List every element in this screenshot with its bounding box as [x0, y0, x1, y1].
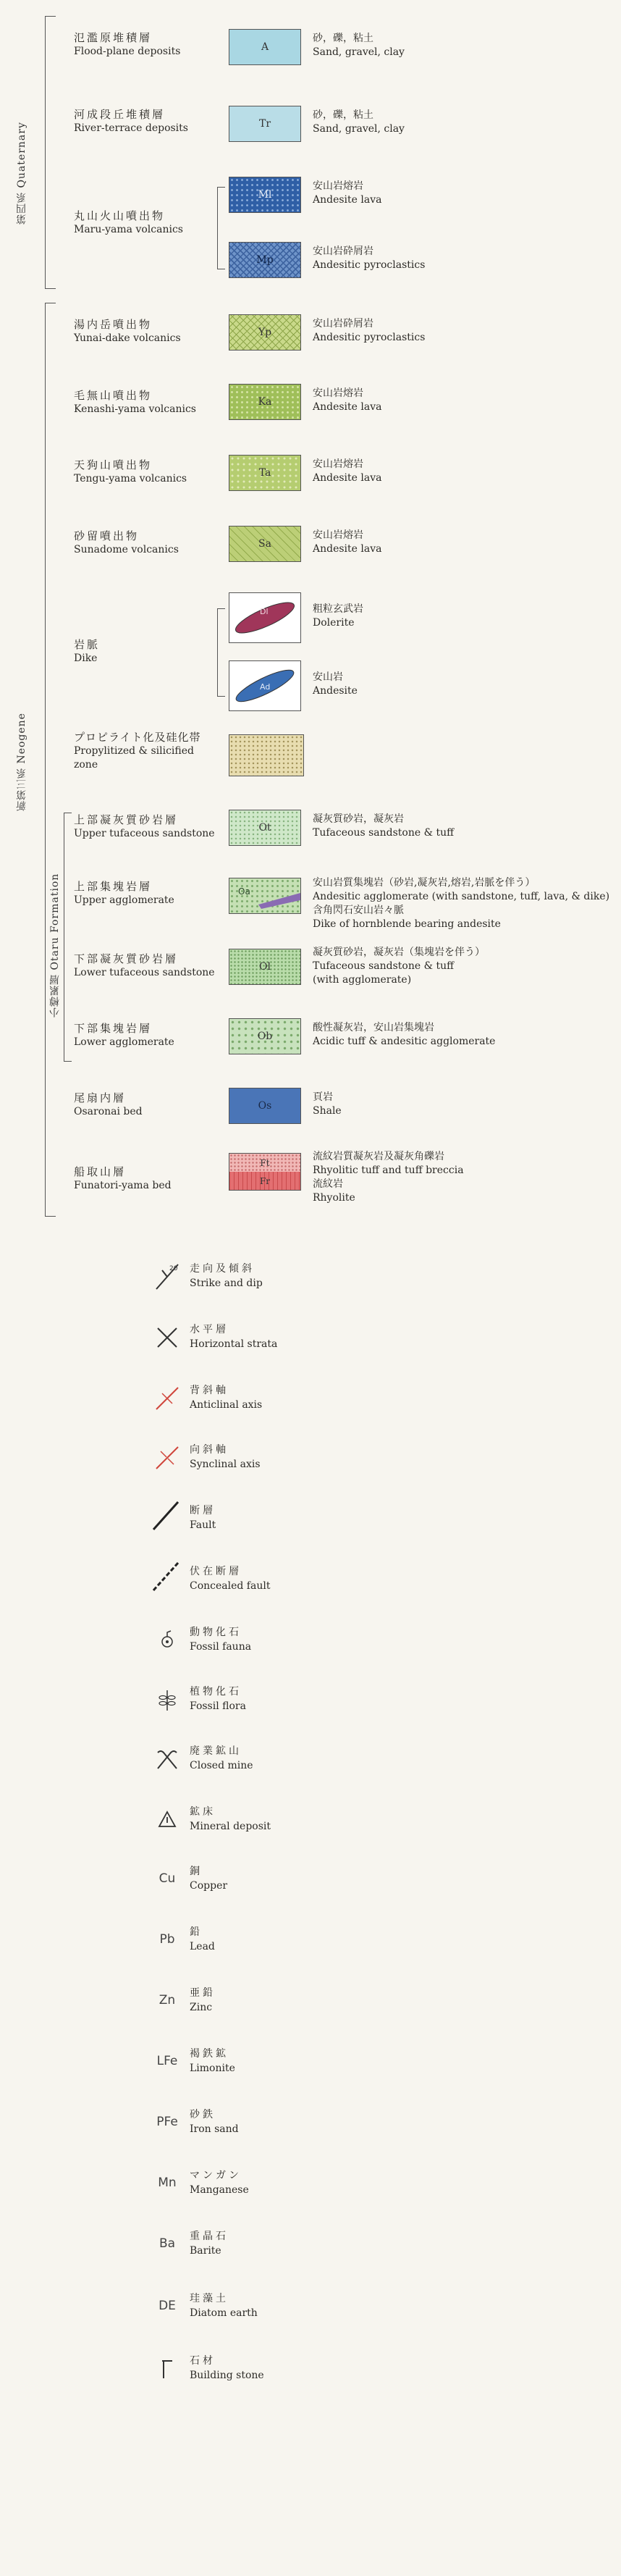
- symbol-horizontal-strata: [190, 1322, 277, 1351]
- symbol-building-stone: [190, 2354, 264, 2383]
- symbol-label-en: Fossil flora: [190, 1700, 246, 1712]
- symbol-strike-dip: [190, 1262, 263, 1291]
- anticlinal-axis-icon: [151, 1382, 184, 1415]
- symbol-fossil-fauna: [190, 1625, 251, 1654]
- unit-name-ja: 上部集塊岩層: [74, 880, 153, 893]
- unit-river-terrace: [74, 107, 188, 135]
- unit-yunaidake: [74, 317, 181, 345]
- concealed-fault-icon: [149, 1560, 182, 1593]
- legend-swatch-ml: Ml: [229, 177, 301, 213]
- symbol-label-en: Zinc: [190, 2002, 213, 2013]
- quaternary-label: 第四系 Quaternary: [16, 122, 28, 225]
- symbol-label-en: Fault: [190, 1519, 216, 1531]
- symbol-iron-sand: [190, 2107, 239, 2136]
- desc-ja: 安山岩熔岩: [313, 529, 363, 541]
- unit-desc: [313, 245, 425, 272]
- unit-name-ja: 河成段丘堆積層: [74, 108, 166, 121]
- otaru-bracket: [64, 813, 72, 1062]
- symbol-lead: [190, 1925, 215, 1954]
- legend-swatch-a: A: [229, 29, 301, 65]
- symbol-label-en: Manganese: [190, 2184, 249, 2196]
- desc-ja: 安山岩砕屑岩: [313, 318, 373, 330]
- symbol-label-en: Fossil fauna: [190, 1641, 252, 1653]
- symbol-zinc: [190, 1986, 216, 2015]
- quaternary-bracket: [45, 16, 56, 289]
- desc-en: Andesite: [313, 685, 358, 697]
- hornblende-dike-icon: [229, 878, 300, 913]
- symbol-label-ja: 水平層: [190, 1324, 229, 1335]
- desc-ja: 安山岩砕屑岩: [313, 246, 373, 257]
- legend-swatch-ot: Ot: [229, 810, 301, 846]
- iron-sand-symbol: PFe: [156, 2115, 178, 2129]
- desc-en: Sand, gravel, clay: [313, 46, 405, 58]
- symbol-label-ja: 鉱床: [190, 1806, 216, 1818]
- symbol-synclinal-axis: [190, 1443, 261, 1472]
- unit-name-ja: 湯内岳噴出物: [74, 318, 153, 331]
- unit-name-ja: プロピライト化及硅化帯: [74, 731, 201, 744]
- desc-en: Andesite lava: [313, 194, 382, 206]
- symbol-concealed-fault: [190, 1564, 270, 1593]
- unit-name-ja: 毛無山噴出物: [74, 389, 153, 402]
- symbol-label-ja: 石材: [190, 2355, 216, 2367]
- desc-ja: 安山岩熔岩: [313, 387, 363, 399]
- desc-ja: 頁岩: [313, 1091, 333, 1103]
- legend-swatch-tr: Tr: [229, 106, 301, 142]
- symbol-label-ja: 動物化石: [190, 1627, 242, 1638]
- symbol-label-en: Barite: [190, 2245, 221, 2257]
- legend-swatch-oa: [229, 878, 301, 914]
- unit-upper-agglomerate: [74, 879, 174, 907]
- unit-name-ja: 上部凝灰質砂岩層: [74, 813, 179, 826]
- symbol-barite: [190, 2229, 229, 2258]
- unit-name-en: Flood-plane deposits: [74, 46, 181, 57]
- legend-swatch-dolerite: [229, 592, 301, 643]
- desc-en: Andesitic pyroclastics: [313, 332, 426, 343]
- unit-sunadome: [74, 529, 179, 557]
- closed-mine-icon: [151, 1742, 184, 1776]
- unit-name-ja: 砂留噴出物: [74, 529, 140, 542]
- unit-name-ja: 尾扇内層: [74, 1091, 127, 1104]
- limonite-symbol: LFe: [156, 2054, 178, 2068]
- symbol-label-ja: 走向及傾斜: [190, 1263, 255, 1275]
- symbol-label-en: Building stone: [190, 2370, 264, 2381]
- desc-en: Acidic tuff & andesitic agglomerate: [313, 1036, 496, 1047]
- desc-en-2: Rhyolite: [313, 1192, 355, 1204]
- manganese-symbol: Mn: [158, 2176, 177, 2190]
- symbol-label-ja: 背斜軸: [190, 1385, 229, 1396]
- desc-ja: 酸性凝灰岩，安山岩集塊岩: [313, 1022, 434, 1033]
- barite-symbol: Ba: [159, 2236, 176, 2251]
- unit-lower-agglomerate: [74, 1021, 174, 1049]
- symbol-diatom-earth: [190, 2291, 258, 2320]
- symbol-label-en: Concealed fault: [190, 1580, 271, 1592]
- unit-name-ja: 岩脈: [74, 638, 101, 651]
- symbol-label-en: Iron sand: [190, 2123, 239, 2135]
- desc-en-2: (with agglomerate): [313, 974, 412, 986]
- symbol-label-en: Mineral deposit: [190, 1821, 271, 1832]
- unit-name-en: Funatori-yama bed: [74, 1180, 172, 1191]
- symbol-label-en: Horizontal strata: [190, 1338, 278, 1350]
- symbol-mineral-deposit: [190, 1805, 271, 1834]
- unit-desc: [313, 387, 381, 414]
- unit-kenashiyama: [74, 388, 196, 416]
- desc-ja: 流紋岩質凝灰岩及凝灰角礫岩: [313, 1151, 444, 1162]
- unit-name-en: Propylitized & silicified zone: [74, 745, 194, 771]
- mineral-deposit-icon: [151, 1803, 184, 1837]
- symbol-label-ja: 断層: [190, 1505, 216, 1516]
- unit-desc: [313, 603, 363, 630]
- unit-desc: [313, 946, 485, 987]
- legend-swatch-mp: Mp: [229, 242, 301, 278]
- unit-maruyama: [74, 209, 183, 237]
- unit-name-en: Lower tufaceous sandstone: [74, 967, 215, 978]
- unit-desc: [313, 813, 454, 840]
- symbol-label-ja: 向斜軸: [190, 1444, 229, 1456]
- dolerite-code: Dl: [260, 607, 269, 616]
- unit-desc: [313, 1150, 464, 1205]
- unit-dike: [74, 637, 100, 666]
- strike-dip-icon: [151, 1260, 184, 1293]
- desc-ja: 安山岩熔岩: [313, 458, 363, 470]
- symbol-label-ja: マンガン: [190, 2170, 242, 2181]
- desc-en: Shale: [313, 1105, 342, 1117]
- symbol-anticlinal-axis: [190, 1383, 262, 1412]
- unit-flood-plane: [74, 30, 180, 59]
- unit-name-en: Lower agglomerate: [74, 1036, 174, 1048]
- desc-ja-2: 含角閃石安山岩々脈: [313, 905, 404, 916]
- legend-swatch-ka: Ka: [229, 384, 301, 420]
- unit-name-en: Dike: [74, 653, 98, 664]
- unit-name-ja: 天狗山噴出物: [74, 458, 153, 471]
- unit-name-en: Sunadome volcanics: [74, 544, 179, 555]
- symbol-label-ja: 伏在断層: [190, 1566, 242, 1577]
- unit-desc: [313, 458, 381, 485]
- unit-desc: [313, 109, 405, 136]
- desc-en: Andesitic agglomerate (with sandstone, tuff, lava, & dike): [313, 891, 610, 902]
- unit-name-ja: 氾濫原堆積層: [74, 31, 153, 44]
- legend-swatch-andesite-dike: [229, 660, 301, 711]
- unit-lower-tufaceous-sandstone: [74, 952, 215, 980]
- zinc-symbol: Zn: [159, 1993, 176, 2007]
- desc-en: Dolerite: [313, 617, 355, 629]
- unit-name-en: Tengu-yama volcanics: [74, 473, 187, 484]
- desc-ja: 凝灰質砂岩，凝灰岩: [313, 813, 404, 825]
- symbol-label-en: Limonite: [190, 2063, 235, 2074]
- desc-ja: 安山岩熔岩: [313, 180, 363, 192]
- desc-ja: 粗粒玄武岩: [313, 603, 363, 615]
- desc-ja: 砂，礫，粘土: [313, 33, 373, 44]
- desc-ja: 砂，礫，粘土: [313, 109, 373, 121]
- unit-name-ja: 下部凝灰質砂岩層: [74, 952, 179, 965]
- legend-swatch-sa: Sa: [229, 526, 301, 562]
- fault-icon: [149, 1499, 182, 1532]
- symbol-label-ja: 亜鉛: [190, 1987, 216, 1999]
- unit-desc: [313, 876, 617, 931]
- symbol-label-ja: 廃業鉱山: [190, 1745, 242, 1757]
- desc-en: Tufaceous sandstone & tuff: [313, 960, 455, 972]
- unit-funatoriyama: [74, 1165, 172, 1193]
- synclinal-axis-icon: [151, 1441, 184, 1474]
- maruyama-bracket: [217, 187, 225, 269]
- unit-name-en: Maru-yama volcanics: [74, 224, 183, 235]
- fossil-flora-icon: [151, 1683, 184, 1716]
- unit-desc: [313, 671, 358, 698]
- symbol-label-ja: 植物化石: [190, 1686, 242, 1698]
- legend-swatch-ft: Ft: [229, 1153, 301, 1172]
- andesite-dike-code: Ad: [260, 682, 271, 692]
- symbol-fault: [190, 1503, 216, 1532]
- legend-swatch-ta: Ta: [229, 455, 301, 491]
- legend-swatch-fr: Fr: [229, 1172, 301, 1191]
- lead-symbol: Pb: [159, 1932, 175, 1947]
- desc-ja: 安山岩: [313, 671, 343, 683]
- unit-desc: [313, 317, 425, 345]
- unit-upper-tufaceous-sandstone: [74, 813, 215, 841]
- symbol-copper: [190, 1864, 227, 1893]
- unit-osaronai: [74, 1091, 143, 1119]
- unit-name-ja: 船取山層: [74, 1165, 127, 1178]
- oa-code: Oa: [238, 886, 250, 897]
- legend-swatch-os: Os: [229, 1088, 301, 1124]
- desc-en: Rhyolitic tuff and tuff breccia: [313, 1165, 464, 1176]
- unit-desc: [313, 180, 381, 207]
- unit-name-ja: 丸山火山噴出物: [74, 209, 166, 222]
- neogene-label: 新第三系 Neogene: [16, 713, 28, 811]
- desc-en: Andesite lava: [313, 401, 382, 413]
- symbol-label-ja: 珪藻土: [190, 2293, 229, 2304]
- symbol-closed-mine: [190, 1744, 253, 1773]
- unit-name-en: Kenashi-yama volcanics: [74, 403, 196, 415]
- unit-desc: [313, 32, 405, 59]
- symbol-label-en: Copper: [190, 1880, 228, 1892]
- desc-en: Sand, gravel, clay: [313, 123, 405, 135]
- unit-propylitized: [74, 730, 219, 772]
- symbol-limonite: [190, 2047, 235, 2076]
- desc-ja-2: 流紋岩: [313, 1178, 343, 1190]
- unit-name-en: Osaronai bed: [74, 1106, 143, 1117]
- desc-en: Andesitic pyroclastics: [313, 259, 426, 271]
- unit-desc: [313, 529, 381, 556]
- unit-name-en: Upper agglomerate: [74, 894, 174, 906]
- symbol-label-ja: 銅: [190, 1866, 203, 1877]
- symbol-label-en: Diatom earth: [190, 2307, 258, 2319]
- diatom-earth-symbol: DE: [159, 2299, 176, 2313]
- symbol-label-ja: 鉛: [190, 1926, 203, 1938]
- desc-en: Andesite lava: [313, 472, 382, 484]
- andesite-dike-lens-icon: [229, 661, 300, 710]
- unit-name-en: River-terrace deposits: [74, 122, 188, 134]
- fossil-fauna-icon: [151, 1624, 184, 1657]
- desc-ja: 凝灰質砂岩，凝灰岩（集塊岩を伴う）: [313, 947, 485, 958]
- horizontal-strata-icon: [151, 1321, 184, 1354]
- neogene-bracket: [45, 303, 56, 1217]
- symbol-label-en: Strike and dip: [190, 1277, 263, 1289]
- legend-swatch-propylitized: [229, 734, 304, 776]
- desc-en: Tufaceous sandstone & tuff: [313, 827, 455, 839]
- symbol-label-ja: 砂鉄: [190, 2109, 216, 2120]
- symbol-label-en: Closed mine: [190, 1760, 253, 1771]
- unit-desc: [313, 1091, 342, 1118]
- desc-ja: 安山岩質集塊岩（砂岩,凝灰岩,熔岩,岩脈を伴う）: [313, 877, 536, 889]
- symbol-label-ja: 重晶石: [190, 2231, 229, 2242]
- symbol-fossil-flora: [190, 1685, 246, 1713]
- dolerite-lens-icon: [229, 593, 300, 642]
- symbol-label-ja: 褐鉄鉱: [190, 2048, 229, 2060]
- svg-text:20: 20: [169, 1265, 178, 1272]
- symbol-label-en: Anticlinal axis: [190, 1399, 263, 1411]
- unit-tenguyama: [74, 458, 187, 486]
- otaru-label: 小樽累層 Otaru Formation: [49, 873, 61, 1018]
- unit-name-en: Upper tufaceous sandstone: [74, 828, 215, 839]
- unit-name-en: Yunai-dake volcanics: [74, 332, 181, 344]
- symbol-label-en: Lead: [190, 1941, 215, 1952]
- unit-name-ja: 下部集塊岩層: [74, 1022, 153, 1035]
- legend-swatch-yp: Yp: [229, 314, 301, 351]
- dike-bracket: [217, 608, 225, 697]
- symbol-manganese: [190, 2168, 249, 2197]
- unit-desc: [313, 1021, 495, 1049]
- copper-symbol: Cu: [159, 1871, 176, 1886]
- desc-en-2: Dike of hornblende bearing andesite: [313, 918, 501, 930]
- building-stone-icon: [151, 2352, 184, 2386]
- legend-swatch-ol: Ol: [229, 949, 301, 985]
- desc-en: Andesite lava: [313, 543, 382, 555]
- legend-swatch-ob: Ob: [229, 1018, 301, 1054]
- symbol-label-en: Synclinal axis: [190, 1459, 261, 1470]
